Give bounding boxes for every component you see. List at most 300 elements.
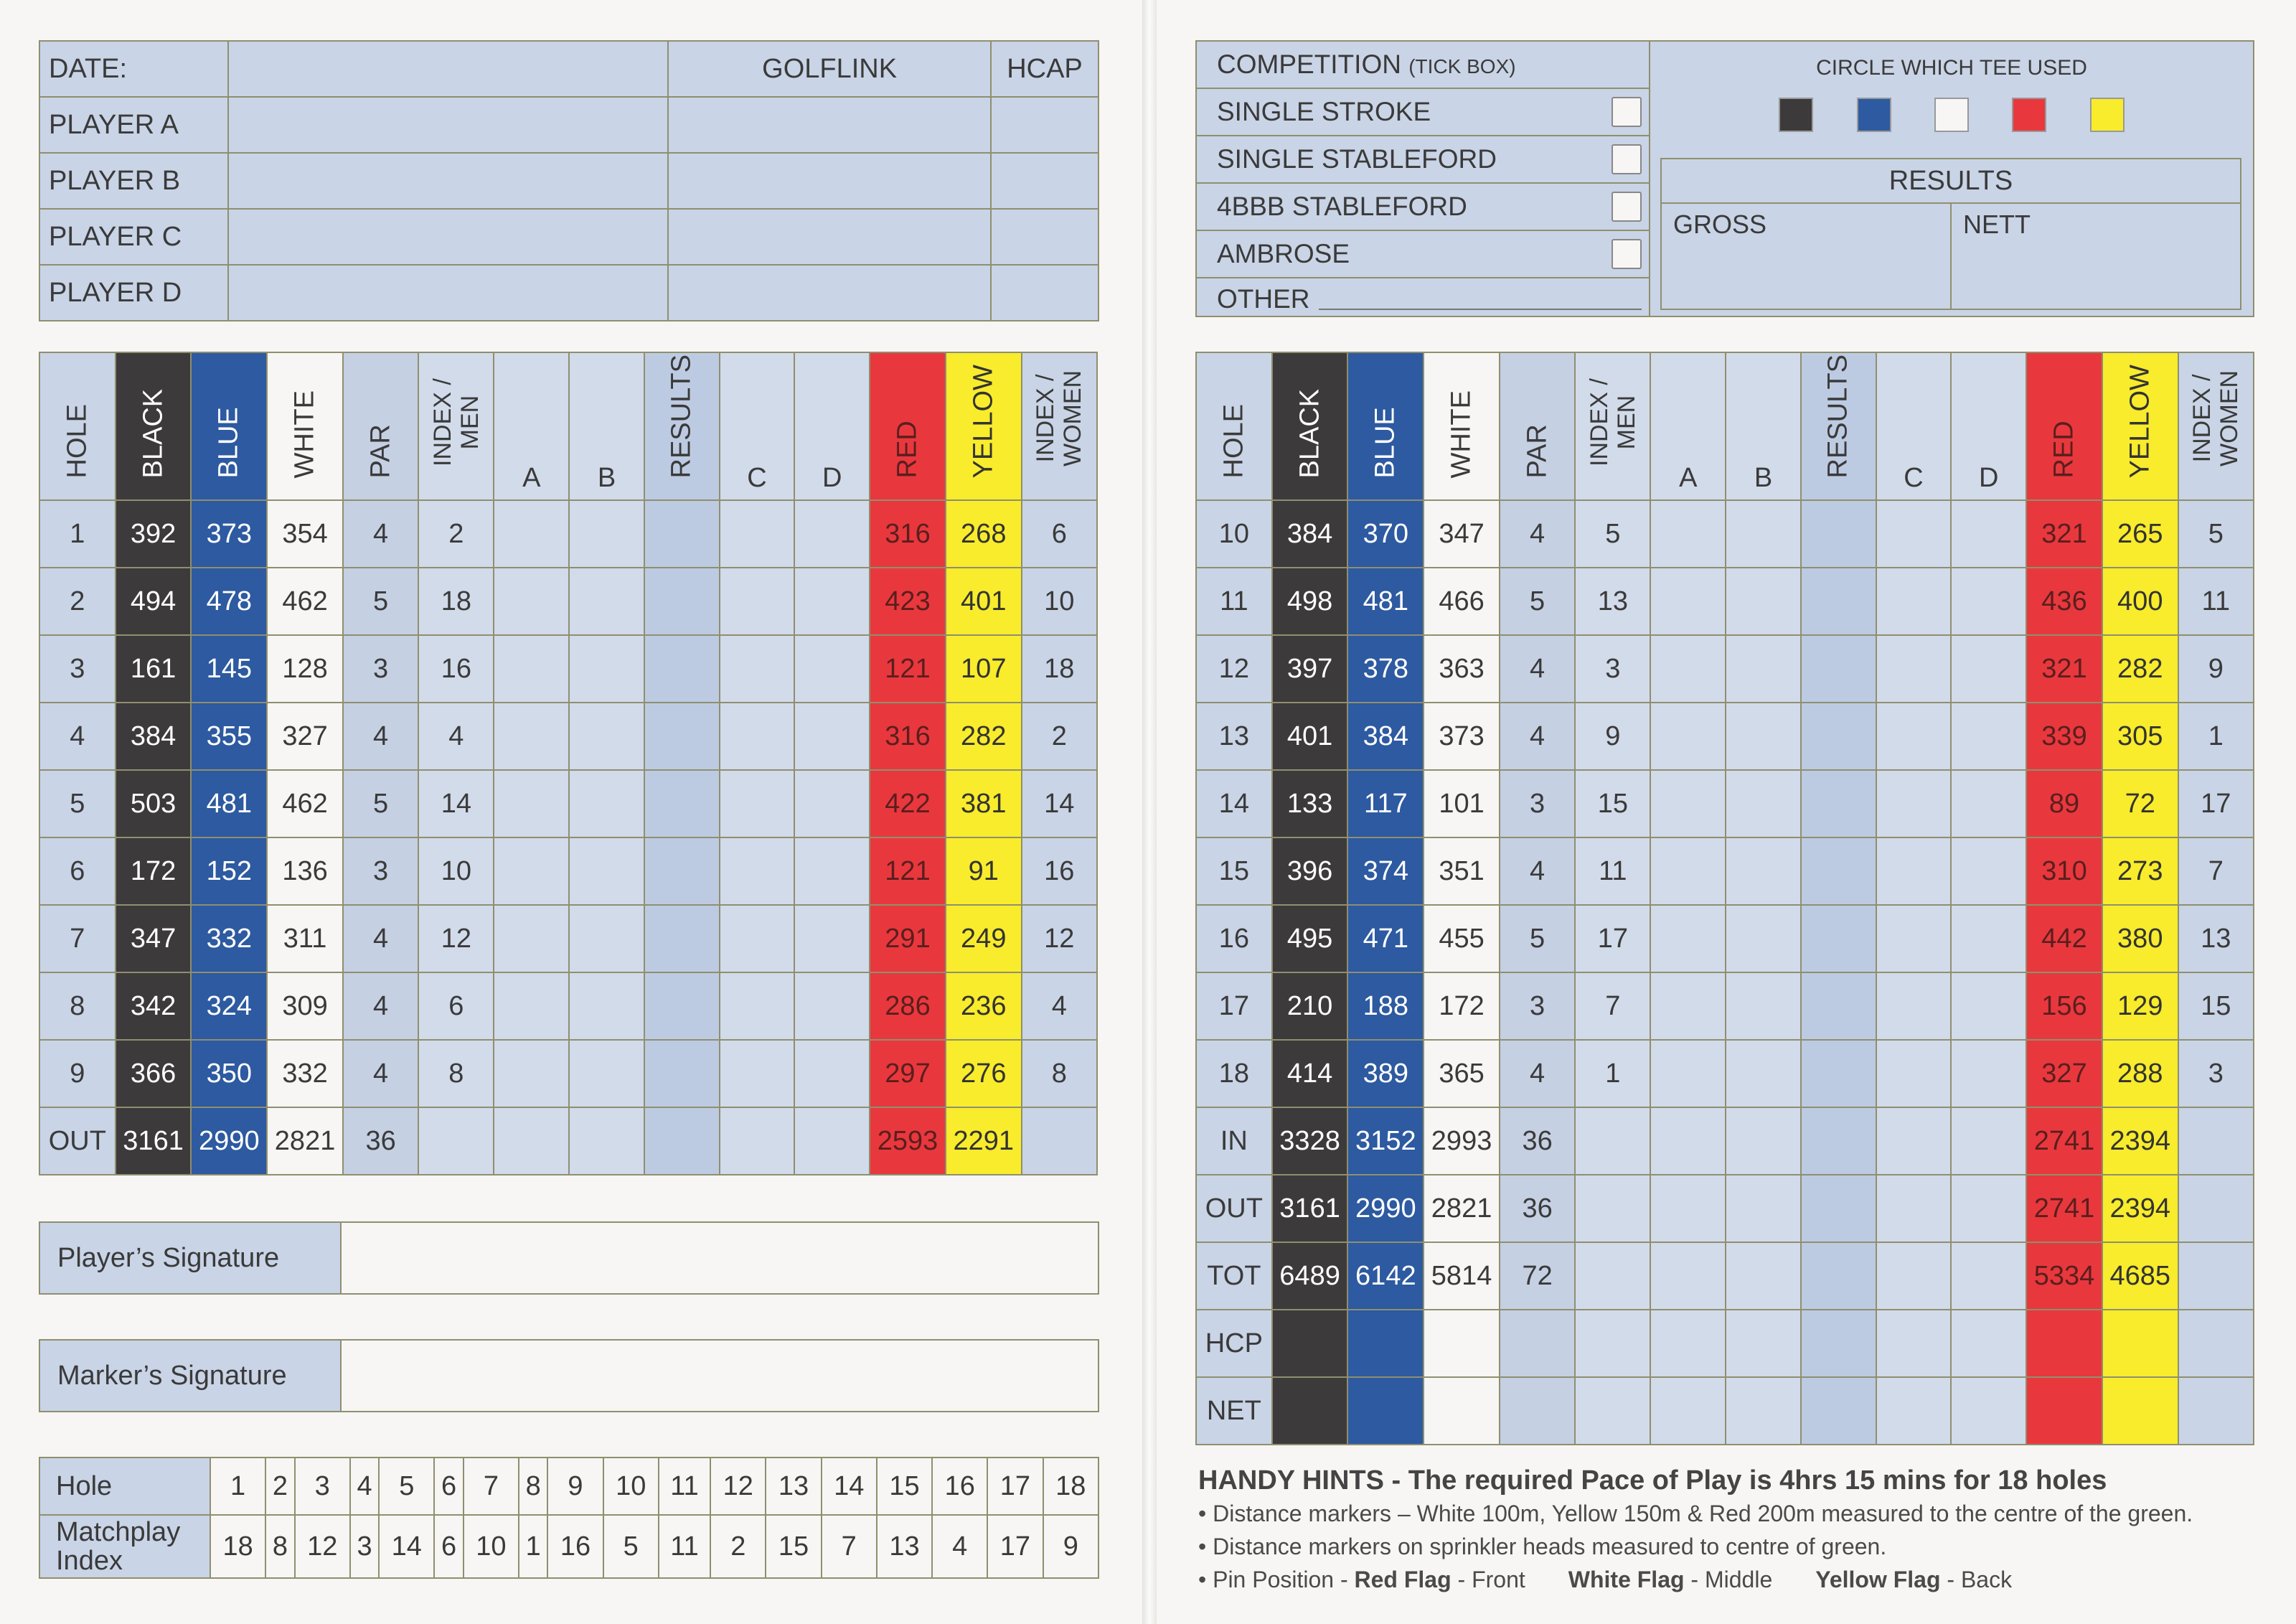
par-cell[interactable] <box>1500 1310 1575 1377</box>
red-cell: 436 <box>2026 568 2102 635</box>
tick-box[interactable] <box>1612 239 1642 269</box>
score-entry-cell[interactable] <box>569 972 644 1040</box>
score-entry-cell[interactable] <box>644 837 720 905</box>
score-entry-cell[interactable] <box>1951 1310 2026 1377</box>
results-box <box>1660 158 2241 310</box>
score-entry-cell[interactable] <box>644 703 720 770</box>
comp-option-other[interactable] <box>1197 278 1649 320</box>
comp-option-label: AMBROSE <box>1217 239 1350 268</box>
results-title: RESULTS <box>1662 159 2240 204</box>
score-entry-cell[interactable] <box>1650 770 1726 837</box>
comp-option-ambrose[interactable] <box>1197 231 1649 278</box>
matchplay-index-value: 8 <box>265 1515 294 1578</box>
index-men-cell[interactable] <box>418 1107 494 1175</box>
score-entry-cell[interactable] <box>1951 1377 2026 1445</box>
par-cell: 36 <box>343 1107 418 1175</box>
black-cell: 401 <box>1272 703 1348 770</box>
score-entry-cell[interactable] <box>569 837 644 905</box>
par-cell: 3 <box>343 837 418 905</box>
matchplay-hole-number: 2 <box>265 1458 294 1515</box>
score-entry-cell[interactable] <box>494 837 569 905</box>
index-women-cell: 15 <box>2178 972 2254 1040</box>
yellow-cell: 276 <box>946 1040 1022 1107</box>
blue-cell: 6142 <box>1347 1242 1424 1310</box>
matchplay-hole-number: 6 <box>434 1458 463 1515</box>
score-entry-cell[interactable] <box>1801 837 1876 905</box>
white-cell[interactable] <box>1424 1377 1500 1445</box>
score-entry-cell[interactable] <box>1876 568 1952 635</box>
hole-cell: 18 <box>1196 1040 1272 1107</box>
red-cell: 423 <box>870 568 946 635</box>
score-entry-cell[interactable] <box>494 568 569 635</box>
header-par <box>343 352 418 500</box>
comp-option-single-stableford[interactable] <box>1197 136 1649 184</box>
score-entry-cell[interactable] <box>1801 1107 1876 1175</box>
score-entry-cell[interactable] <box>1801 703 1876 770</box>
score-entry-cell[interactable] <box>720 972 795 1040</box>
score-entry-cell[interactable] <box>1650 837 1726 905</box>
black-cell: 414 <box>1272 1040 1348 1107</box>
index-women-cell: 1 <box>2178 703 2254 770</box>
header-label: YELLOW <box>2125 365 2155 479</box>
marker-signature-field[interactable] <box>341 1340 1098 1412</box>
red-cell[interactable] <box>2026 1377 2102 1445</box>
white-cell: 347 <box>1424 500 1500 568</box>
header-results <box>644 352 720 500</box>
score-entry-cell[interactable] <box>1876 1310 1952 1377</box>
score-entry-cell[interactable] <box>1951 972 2026 1040</box>
index-women-cell[interactable] <box>2178 1310 2254 1377</box>
score-entry-cell[interactable] <box>1726 837 1801 905</box>
comp-option-4bbb-stableford[interactable] <box>1197 184 1649 231</box>
front-nine-scorecard <box>39 352 1098 1175</box>
index-women-cell[interactable] <box>1022 1107 1097 1175</box>
blue-cell: 370 <box>1347 500 1424 568</box>
hole-cell: 15 <box>1196 837 1272 905</box>
score-entry-cell[interactable] <box>1726 1242 1801 1310</box>
score-entry-cell[interactable] <box>494 1107 569 1175</box>
score-entry-cell[interactable] <box>720 703 795 770</box>
index-women-cell[interactable] <box>2178 1175 2254 1242</box>
tick-box[interactable] <box>1612 97 1642 127</box>
score-entry-cell[interactable] <box>1650 905 1726 972</box>
score-entry-cell[interactable] <box>720 905 795 972</box>
matchplay-index-value: 9 <box>1043 1515 1098 1578</box>
score-entry-cell[interactable] <box>1726 635 1801 703</box>
index-women-cell[interactable] <box>2178 1377 2254 1445</box>
blue-cell[interactable] <box>1347 1310 1424 1377</box>
score-entry-cell[interactable] <box>1801 1242 1876 1310</box>
score-entry-cell[interactable] <box>720 837 795 905</box>
table-row <box>39 770 1097 837</box>
score-entry-cell[interactable] <box>1951 1040 2026 1107</box>
matchplay-index-value: 10 <box>464 1515 519 1578</box>
player-a-name-field[interactable] <box>228 97 668 153</box>
index-men-cell: 3 <box>1575 635 1650 703</box>
par-cell: 4 <box>343 905 418 972</box>
score-entry-cell[interactable] <box>644 568 720 635</box>
score-entry-cell[interactable] <box>1876 972 1952 1040</box>
tee-yellow-square[interactable] <box>2090 98 2125 132</box>
tick-box[interactable] <box>1612 192 1642 222</box>
index-men-cell: 12 <box>418 905 494 972</box>
score-entry-cell[interactable] <box>1951 1175 2026 1242</box>
score-entry-cell[interactable] <box>794 568 870 635</box>
matchplay-hole-number: 14 <box>822 1458 877 1515</box>
header-label: RESULTS <box>666 355 697 479</box>
white-cell: 354 <box>267 500 343 568</box>
score-entry-cell[interactable] <box>1801 770 1876 837</box>
score-entry-cell[interactable] <box>794 500 870 568</box>
red-cell: 286 <box>870 972 946 1040</box>
white-cell: 2993 <box>1424 1107 1500 1175</box>
score-entry-cell[interactable] <box>1650 703 1726 770</box>
blue-cell: 384 <box>1347 703 1424 770</box>
index-women-cell[interactable] <box>2178 1107 2254 1175</box>
par-cell: 36 <box>1500 1175 1575 1242</box>
score-entry-cell[interactable] <box>794 1040 870 1107</box>
score-entry-cell[interactable] <box>1726 568 1801 635</box>
score-entry-cell[interactable] <box>794 1107 870 1175</box>
table-row <box>1196 1107 2254 1175</box>
score-entry-cell[interactable] <box>569 500 644 568</box>
black-cell[interactable] <box>1272 1377 1348 1445</box>
score-entry-cell[interactable] <box>794 770 870 837</box>
table-row <box>39 703 1097 770</box>
score-entry-cell[interactable] <box>1801 500 1876 568</box>
player-b-hcap-field[interactable] <box>991 153 1098 209</box>
black-cell: 503 <box>116 770 192 837</box>
score-entry-cell[interactable] <box>1951 1242 2026 1310</box>
player-c-name-field[interactable] <box>228 209 668 265</box>
par-cell: 4 <box>1500 837 1575 905</box>
score-entry-cell[interactable] <box>1876 1175 1952 1242</box>
header-white <box>267 352 343 500</box>
red-cell: 316 <box>870 703 946 770</box>
score-entry-cell[interactable] <box>1876 770 1952 837</box>
score-entry-cell[interactable] <box>1650 1310 1726 1377</box>
score-entry-cell[interactable] <box>720 568 795 635</box>
header-c <box>720 352 795 500</box>
player-a-hcap-field[interactable] <box>991 97 1098 153</box>
header-red <box>2026 352 2102 500</box>
hcap-header: HCAP <box>991 41 1098 97</box>
header-label: BLUE <box>1370 407 1401 479</box>
comp-option-single-stroke[interactable] <box>1197 89 1649 136</box>
score-entry-cell[interactable] <box>569 905 644 972</box>
index-women-cell: 9 <box>2178 635 2254 703</box>
score-entry-cell[interactable] <box>1650 1107 1726 1175</box>
white-cell: 101 <box>1424 770 1500 837</box>
date-field[interactable] <box>228 41 668 97</box>
header-label: BLACK <box>1294 388 1325 479</box>
score-entry-cell[interactable] <box>494 770 569 837</box>
matchplay-hole-number: 16 <box>932 1458 987 1515</box>
score-entry-cell[interactable] <box>1951 1107 2026 1175</box>
score-entry-cell[interactable] <box>644 1107 720 1175</box>
score-entry-cell[interactable] <box>1951 837 2026 905</box>
score-entry-cell[interactable] <box>1726 1107 1801 1175</box>
table-row <box>1196 635 2254 703</box>
par-cell[interactable] <box>1500 1377 1575 1445</box>
score-entry-cell[interactable] <box>644 635 720 703</box>
other-line[interactable] <box>1319 309 1642 310</box>
score-entry-cell[interactable] <box>1876 1107 1952 1175</box>
matchplay-hole-number: 11 <box>659 1458 710 1515</box>
yellow-cell[interactable] <box>2102 1377 2178 1445</box>
par-cell: 3 <box>1500 972 1575 1040</box>
nett-field[interactable] <box>1952 204 2240 310</box>
matchplay-index-label-line1: Matchplay <box>56 1517 181 1547</box>
index-women-cell: 2 <box>1022 703 1097 770</box>
red-cell: 321 <box>2026 635 2102 703</box>
index-women-cell: 13 <box>2178 905 2254 972</box>
header-label: C <box>1904 463 1924 493</box>
index-men-cell[interactable] <box>1575 1242 1650 1310</box>
white-cell: 2821 <box>1424 1175 1500 1242</box>
score-entry-cell[interactable] <box>494 1040 569 1107</box>
tee-blue-square[interactable] <box>1857 98 1891 132</box>
yellow-cell[interactable] <box>2102 1310 2178 1377</box>
header-white <box>1424 352 1500 500</box>
score-entry-cell[interactable] <box>1951 770 2026 837</box>
score-entry-cell[interactable] <box>569 568 644 635</box>
white-cell: 309 <box>267 972 343 1040</box>
par-cell: 3 <box>343 635 418 703</box>
blue-cell: 389 <box>1347 1040 1424 1107</box>
yellow-cell: 282 <box>2102 635 2178 703</box>
score-entry-cell[interactable] <box>1951 568 2026 635</box>
player-d-name-field[interactable] <box>228 265 668 321</box>
score-entry-cell[interactable] <box>494 905 569 972</box>
player-c-golflink-field[interactable] <box>668 209 991 265</box>
score-entry-cell[interactable] <box>1801 972 1876 1040</box>
matchplay-index-label-line2: Index <box>56 1546 123 1576</box>
header-label: INDEX / MEN <box>428 378 484 466</box>
index-men-cell[interactable] <box>1575 1377 1650 1445</box>
comp-option-label: OTHER <box>1217 284 1310 314</box>
score-entry-cell[interactable] <box>1876 635 1952 703</box>
score-entry-cell[interactable] <box>1801 1377 1876 1445</box>
score-entry-cell[interactable] <box>1876 1377 1952 1445</box>
score-entry-cell[interactable] <box>1650 972 1726 1040</box>
index-men-cell[interactable] <box>1575 1310 1650 1377</box>
matchplay-index-value: 13 <box>877 1515 932 1578</box>
tee-label: CIRCLE WHICH TEE USED <box>1816 56 2087 80</box>
header-index-women <box>1022 352 1097 500</box>
score-entry-cell[interactable] <box>569 1040 644 1107</box>
blue-cell: 355 <box>191 703 267 770</box>
table-row <box>1196 770 2254 837</box>
score-entry-cell[interactable] <box>1801 905 1876 972</box>
white-cell: 466 <box>1424 568 1500 635</box>
score-entry-cell[interactable] <box>1726 1377 1801 1445</box>
red-cell: 291 <box>870 905 946 972</box>
score-entry-cell[interactable] <box>1650 1242 1726 1310</box>
hole-cell: 5 <box>39 770 116 837</box>
hole-cell: 16 <box>1196 905 1272 972</box>
tick-box[interactable] <box>1612 144 1642 174</box>
red-cell: 121 <box>870 635 946 703</box>
score-entry-cell[interactable] <box>1726 703 1801 770</box>
header-label: YELLOW <box>968 365 999 479</box>
black-cell: 161 <box>116 635 192 703</box>
yellow-flag-position: - Back <box>1940 1567 2013 1592</box>
score-entry-cell[interactable] <box>644 770 720 837</box>
red-cell: 422 <box>870 770 946 837</box>
score-entry-cell[interactable] <box>1951 703 2026 770</box>
comp-option-label: SINGLE STROKE <box>1217 97 1431 126</box>
index-men-cell[interactable] <box>1575 1107 1650 1175</box>
red-cell[interactable] <box>2026 1310 2102 1377</box>
score-entry-cell[interactable] <box>494 635 569 703</box>
tee-black-square[interactable] <box>1779 98 1813 132</box>
score-entry-cell[interactable] <box>569 770 644 837</box>
matchplay-hole-number: 12 <box>710 1458 766 1515</box>
player-details-table <box>39 40 1099 321</box>
score-entry-cell[interactable] <box>1876 1242 1952 1310</box>
blue-cell[interactable] <box>1347 1377 1424 1445</box>
header-blue <box>1347 352 1424 500</box>
player-b-golflink-field[interactable] <box>668 153 991 209</box>
score-entry-cell[interactable] <box>720 1107 795 1175</box>
player-a-golflink-field[interactable] <box>668 97 991 153</box>
header-results <box>1801 352 1876 500</box>
score-entry-cell[interactable] <box>794 635 870 703</box>
score-entry-cell[interactable] <box>1726 1040 1801 1107</box>
gross-field[interactable] <box>1662 204 1952 310</box>
hole-cell: NET <box>1196 1377 1272 1445</box>
table-row <box>1196 1310 2254 1377</box>
score-entry-cell[interactable] <box>1726 972 1801 1040</box>
score-entry-cell[interactable] <box>720 635 795 703</box>
score-entry-cell[interactable] <box>1876 837 1952 905</box>
blue-cell: 378 <box>1347 635 1424 703</box>
score-entry-cell[interactable] <box>1876 905 1952 972</box>
blue-cell: 350 <box>191 1040 267 1107</box>
player-c-hcap-field[interactable] <box>991 209 1098 265</box>
header-label: A <box>1679 463 1698 493</box>
score-entry-cell[interactable] <box>1650 1175 1726 1242</box>
score-entry-cell[interactable] <box>569 635 644 703</box>
black-cell[interactable] <box>1272 1310 1348 1377</box>
score-entry-cell[interactable] <box>1876 500 1952 568</box>
score-entry-cell[interactable] <box>794 905 870 972</box>
player-signature-field[interactable] <box>341 1222 1098 1294</box>
header-label: RED <box>892 421 923 479</box>
player-d-hcap-field[interactable] <box>991 265 1098 321</box>
par-cell: 5 <box>1500 568 1575 635</box>
par-cell: 72 <box>1500 1242 1575 1310</box>
score-entry-cell[interactable] <box>644 905 720 972</box>
header-label: D <box>1979 463 1999 493</box>
score-entry-cell[interactable] <box>1650 1377 1726 1445</box>
red-cell: 339 <box>2026 703 2102 770</box>
tee-red-square[interactable] <box>2012 98 2046 132</box>
score-entry-cell[interactable] <box>569 703 644 770</box>
blue-cell: 2990 <box>1347 1175 1424 1242</box>
score-entry-cell[interactable] <box>644 972 720 1040</box>
score-entry-cell[interactable] <box>1951 635 2026 703</box>
hole-cell: 13 <box>1196 703 1272 770</box>
score-entry-cell[interactable] <box>494 972 569 1040</box>
competition-title-text: COMPETITION <box>1217 50 1401 79</box>
hole-cell: 11 <box>1196 568 1272 635</box>
index-men-cell: 8 <box>418 1040 494 1107</box>
white-cell: 462 <box>267 568 343 635</box>
white-cell: 373 <box>1424 703 1500 770</box>
score-entry-cell[interactable] <box>1951 905 2026 972</box>
score-entry-cell[interactable] <box>1726 1310 1801 1377</box>
white-cell[interactable] <box>1424 1310 1500 1377</box>
header-a <box>1650 352 1726 500</box>
matchplay-index-value: 17 <box>987 1515 1043 1578</box>
score-entry-cell[interactable] <box>794 972 870 1040</box>
score-entry-cell[interactable] <box>1726 905 1801 972</box>
score-entry-cell[interactable] <box>1801 1175 1876 1242</box>
hole-cell: 1 <box>39 500 116 568</box>
white-cell: 462 <box>267 770 343 837</box>
score-entry-cell[interactable] <box>794 837 870 905</box>
hints-title: HANDY HINTS - The required Pace of Play is 4hrs 15 mins for 18 holes <box>1198 1465 2107 1496</box>
yellow-cell: 305 <box>2102 703 2178 770</box>
tee-white-square[interactable] <box>1934 98 1969 132</box>
black-cell: 498 <box>1272 568 1348 635</box>
player-d-golflink-field[interactable] <box>668 265 991 321</box>
score-entry-cell[interactable] <box>1801 1310 1876 1377</box>
score-entry-cell[interactable] <box>1801 1040 1876 1107</box>
header-label: RED <box>2048 421 2079 479</box>
score-entry-cell[interactable] <box>1726 770 1801 837</box>
score-entry-cell[interactable] <box>1650 1040 1726 1107</box>
black-cell: 366 <box>116 1040 192 1107</box>
table-row <box>1196 972 2254 1040</box>
index-men-cell[interactable] <box>1575 1175 1650 1242</box>
matchplay-hole-number: 18 <box>1043 1458 1098 1515</box>
score-entry-cell[interactable] <box>1951 500 2026 568</box>
index-women-cell: 17 <box>2178 770 2254 837</box>
yellow-cell: 273 <box>2102 837 2178 905</box>
yellow-cell: 2291 <box>946 1107 1022 1175</box>
matchplay-hole-number: 13 <box>766 1458 821 1515</box>
score-entry-cell[interactable] <box>1726 1175 1801 1242</box>
par-cell: 4 <box>1500 1040 1575 1107</box>
score-entry-cell[interactable] <box>1650 500 1726 568</box>
score-entry-cell[interactable] <box>1801 568 1876 635</box>
score-entry-cell[interactable] <box>1801 635 1876 703</box>
blue-cell: 374 <box>1347 837 1424 905</box>
score-entry-cell[interactable] <box>720 500 795 568</box>
score-entry-cell[interactable] <box>1876 703 1952 770</box>
score-entry-cell[interactable] <box>569 1107 644 1175</box>
hole-cell: HCP <box>1196 1310 1272 1377</box>
matchplay-hole-number: 3 <box>295 1458 350 1515</box>
score-entry-cell[interactable] <box>494 703 569 770</box>
index-women-cell[interactable] <box>2178 1242 2254 1310</box>
score-entry-cell[interactable] <box>1876 1040 1952 1107</box>
blue-cell: 471 <box>1347 905 1424 972</box>
score-entry-cell[interactable] <box>794 703 870 770</box>
player-b-name-field[interactable] <box>228 153 668 209</box>
score-entry-cell[interactable] <box>644 1040 720 1107</box>
score-entry-cell[interactable] <box>720 1040 795 1107</box>
score-entry-cell[interactable] <box>1650 568 1726 635</box>
score-entry-cell[interactable] <box>720 770 795 837</box>
score-entry-cell[interactable] <box>494 500 569 568</box>
score-entry-cell[interactable] <box>1650 635 1726 703</box>
score-entry-cell[interactable] <box>1726 500 1801 568</box>
score-entry-cell[interactable] <box>644 500 720 568</box>
